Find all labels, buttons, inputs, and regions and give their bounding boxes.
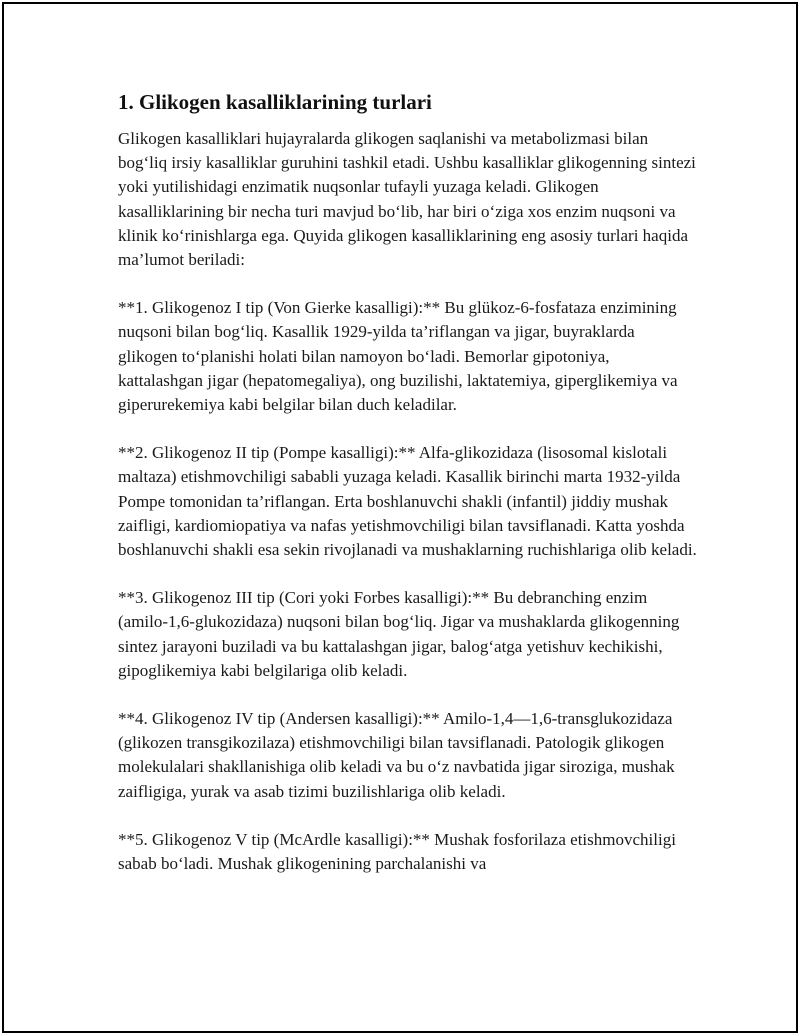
paragraph-glycogenosis-type-5: **5. Glikogenoz V tip (McArdle kasalligi):** Mushak fosforilaza etishmovchiligi sabab bo‘ladi. Mushak glikogenining parchalanishi va [118, 829, 676, 874]
paragraph-glycogenosis-type-3: **3. Glikogenoz III tip (Cori yoki Forbes kasalligi):** Bu debranching enzim (amilo-1,6-glukozidaza) nuqsoni bilan bog‘liq. Jigar va mushaklarda glikogenning sintez jarayoni buziladi va bu kattalashgan jigar, balog‘atga yetishuv kechikishi, gipoglikemiya kabi belgilariga olib keladi. [118, 588, 680, 680]
intro-paragraph: Glikogen kasalliklari hujayralarda glikogen saqlanishi va metabolizmasi bilan bog‘liq irsiy kasalliklar guruhini tashkil etadi. Ushbu kasalliklar glikogenning sintezi yoki yutilishidagi enzimatik nuqsonlar tufayli yuzaga keladi. Glikogen kasalliklarining bir necha turi mavjud bo‘lib, har biri o‘ziga xos enzim nuqsoni va klinik ko‘rinishlarga ega. Quyida glikogen kasalliklarining eng asosiy turlari haqida ma’lumot beriladi: [118, 129, 696, 270]
paragraph-glycogenosis-type-4: **4. Glikogenoz IV tip (Andersen kasalligi):** Amilo-1,4—1,6-transglukozidaza (glikozen transgikozilaza) etishmovchiligi bilan tavsiflanadi. Patologik glikogen molekulalari shakllanishiga olib keladi va bu o‘z navbatida jigar siroziga, mushak zaifligiga, yurak va asab tizimi buzilishlariga olib keladi. [118, 709, 675, 801]
paragraph-glycogenosis-type-1: **1. Glikogenoz I tip (Von Gierke kasalligi):** Bu glükoz-6-fosfataza enzimining nuqsoni bilan bog‘liq. Kasallik 1929-yilda ta’riflangan va jigar, buyraklarda glikogen to‘planishi holati bilan namoyon bo‘ladi. Bemorlar gipotoniya, kattalashgan jigar (hepatomegaliya), ong buzilishi, laktatemiya, giperglikemiya va giperurekemiya kabi belgilar bilan duch keladilar. [118, 298, 678, 415]
section-heading: 1. Glikogen kasalliklarining turlari [118, 90, 432, 114]
paragraph-glycogenosis-type-2: **2. Glikogenoz II tip (Pompe kasalligi):** Alfa-glikozidaza (lisosomal kislotali maltaza) etishmovchiligi sababli yuzaga keladi. Kasallik birinchi marta 1932-yilda Pompe tomonidan ta’riflangan. Erta boshlanuvchi shakli (infantil) jiddiy mushak zaifligi, kardiomiopatiya va nafas yetishmovchiligi bilan tavsiflanadi. Katta yoshda boshlanuvchi shakli esa sekin rivojlanadi va mushaklarning ruchishlariga olib keladi. [118, 443, 697, 560]
document-body [118, 90, 698, 900]
